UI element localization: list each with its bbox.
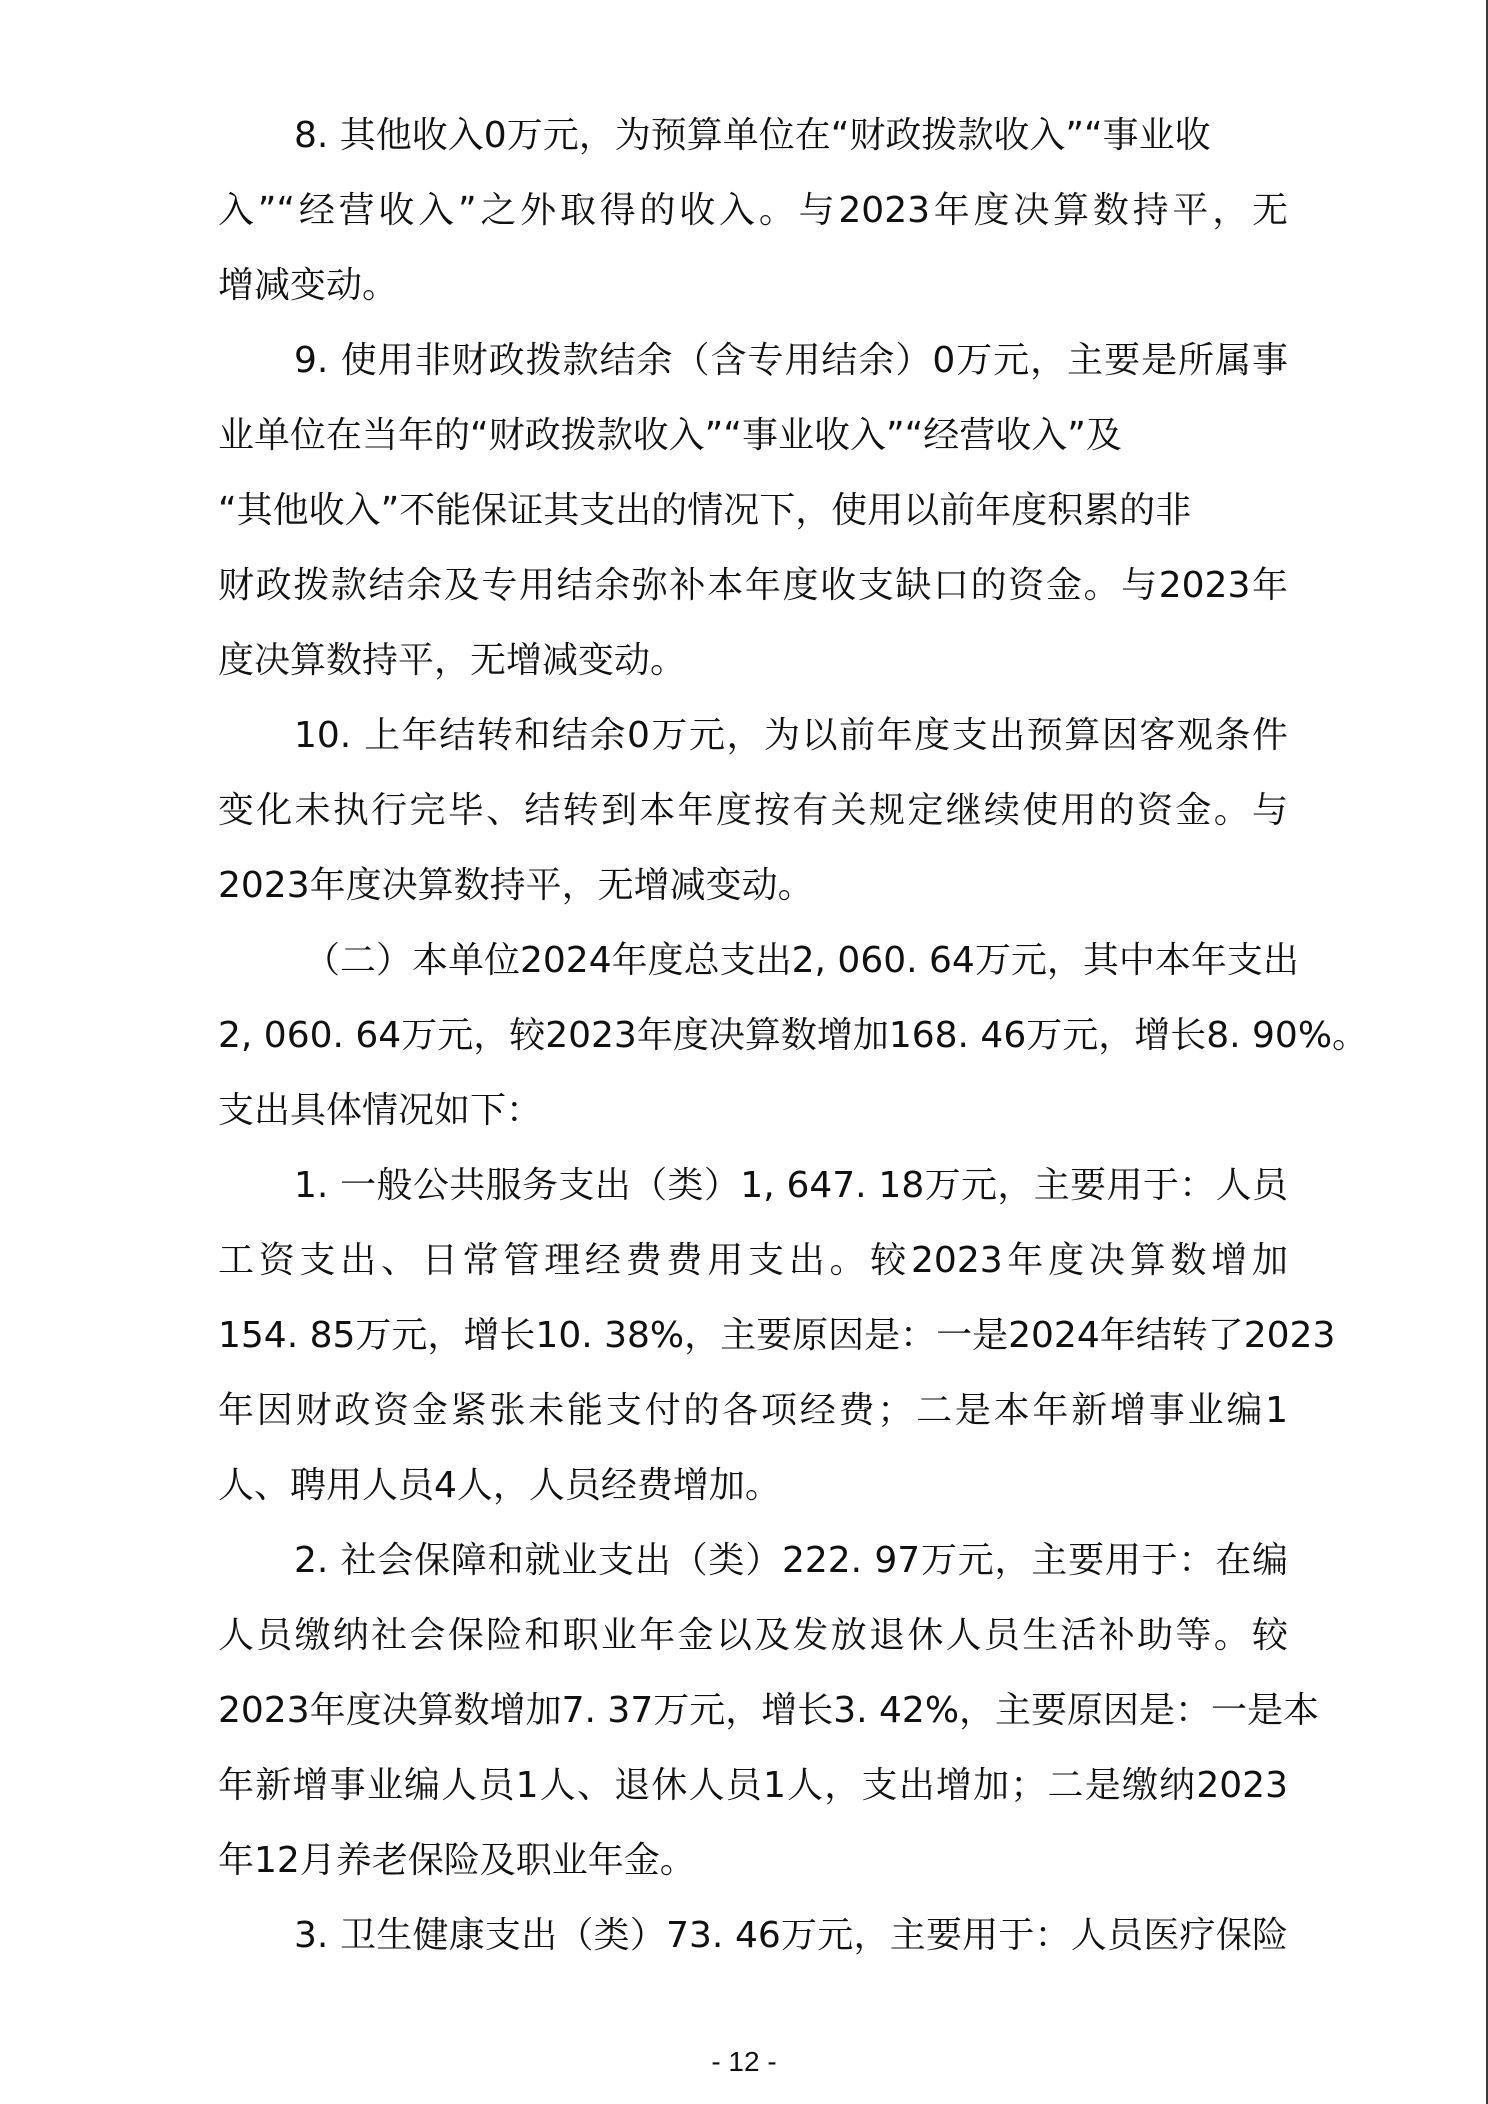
paragraph-line: 度决算数持平，无增减变动。 [218, 640, 687, 681]
paragraph-line: 2023年度决算数持平，无增减变动。 [218, 865, 814, 906]
paragraph-line: “其他收入”不能保证其支出的情况下，使用以前年度积累的非 [218, 490, 1192, 531]
paragraph-line: 年因财政资金紧张未能支付的各项经费；二是本年新增事业编1 [218, 1390, 1288, 1431]
paragraph-line: （二）本单位2024年度总支出2, 060. 64万元，其中本年支出 [304, 940, 1299, 981]
paragraph-line: 2023年度决算数增加7. 37万元，增长3. 42%，主要原因是：一是本 [218, 1690, 1320, 1731]
paragraph-line: 支出具体情况如下： [218, 1090, 543, 1131]
paragraph-line: 人员缴纳社会保险和职业年金以及发放退休人员生活补助等。较 [218, 1615, 1288, 1656]
paragraph-line: 10. 上年结转和结余0万元，为以前年度支出预算因客观条件 [294, 715, 1288, 756]
paragraph-line: 增减变动。 [218, 265, 399, 306]
paragraph-line: 1. 一般公共服务支出（类）1, 647. 18万元，主要用于：人员 [294, 1165, 1288, 1206]
paragraph-line: 2, 060. 64万元，较2023年度决算数增加168. 46万元，增长8. 90%。 [218, 1015, 1369, 1056]
paragraph-line: 9. 使用非财政拨款结余（含专用结余）0万元，主要是所属事 [294, 340, 1288, 381]
paragraph-line: 业单位在当年的“财政拨款收入”“事业收入”“经营收入”及 [218, 415, 1122, 456]
paragraph-line: 8. 其他收入0万元，为预算单位在“财政拨款收入”“事业收 [294, 115, 1211, 156]
paragraph-line: 入”“经营收入”之外取得的收入。与2023年度决算数持平，无 [218, 190, 1288, 231]
paragraph-line: 3. 卫生健康支出（类）73. 46万元，主要用于：人员医疗保险 [294, 1915, 1288, 1956]
paragraph-line: 154. 85万元，增长10. 38%，主要原因是：一是2024年结转了2023 [218, 1315, 1336, 1356]
paragraph-line: 年新增事业编人员1人、退休人员1人，支出增加；二是缴纳2023 [218, 1765, 1288, 1806]
paragraph-line: 人、聘用人员4人，人员经费增加。 [218, 1465, 781, 1506]
body-text [218, 98, 1369, 1973]
paragraph-line: 年12月养老保险及职业年金。 [218, 1840, 696, 1881]
paragraph-line: 变化未执行完毕、结转到本年度按有关规定继续使用的资金。与 [218, 790, 1288, 831]
paragraph-line: 财政拨款结余及专用结余弥补本年度收支缺口的资金。与2023年 [218, 565, 1288, 606]
page-number: - 12 - [711, 2046, 777, 2077]
paragraph-line: 2. 社会保障和就业支出（类）222. 97万元，主要用于：在编 [294, 1540, 1288, 1581]
paragraph-line: 工资支出、日常管理经费费用支出。较2023年度决算数增加 [218, 1240, 1288, 1281]
